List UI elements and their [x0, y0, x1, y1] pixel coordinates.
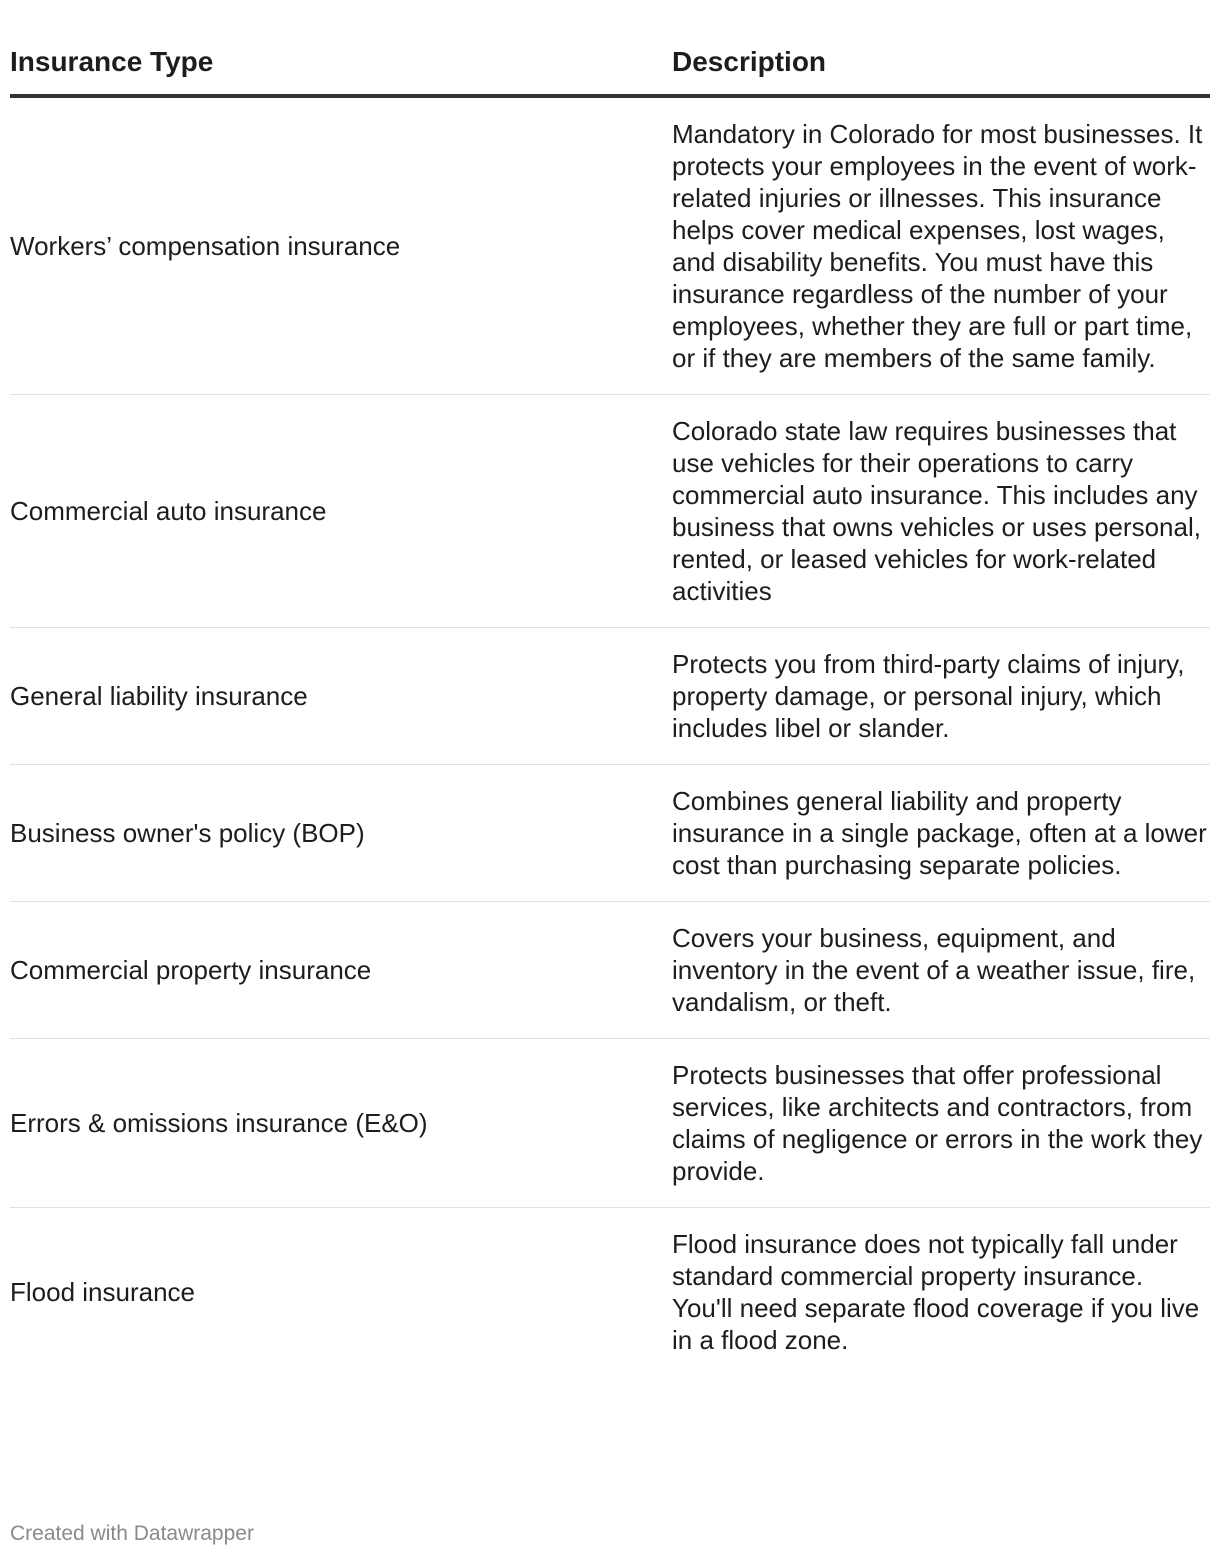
- insurance-type-cell: Flood insurance: [10, 1277, 195, 1307]
- insurance-type-cell: Errors & omissions insurance (E&O): [10, 1039, 672, 1208]
- table-row: [10, 765, 1210, 902]
- insurance-type-cell: General liability insurance: [10, 628, 672, 765]
- description-cell: Mandatory in Colorado for most businesses. It protects your employees in the event of work-related injuries or illnesses. This insurance helps cover medical expenses, lost wages, and disability benefits. You must have this insurance regardless of the number of your employees, whether they are full or part time, or if they are members of the same family.: [672, 96, 1210, 395]
- description-cell: Protects you from third-party claims of injury, property damage, or personal injury, which includes libel or slander.: [672, 628, 1210, 765]
- column-header-insurance-type[interactable]: Insurance Type: [10, 0, 672, 96]
- table-body: [10, 96, 1210, 1376]
- table-row: [10, 902, 1210, 1039]
- description-cell: Combines general liability and property insurance in a single package, often at a lower cost than purchasing separate policies.: [672, 765, 1210, 902]
- table-row: [10, 1208, 1210, 1377]
- insurance-type-cell: Commercial auto insurance: [10, 395, 672, 628]
- insurance-table-container: [10, 0, 1210, 1376]
- column-header-description[interactable]: Description: [672, 0, 1210, 96]
- table-row: [10, 628, 1210, 765]
- table-row: [10, 1039, 1210, 1208]
- insurance-type-cell: Commercial property insurance: [10, 902, 672, 1039]
- table-row: [10, 395, 1210, 628]
- insurance-type-cell: Workers’ compensation insurance: [10, 96, 672, 395]
- table-header: [10, 0, 1210, 96]
- description-cell: Covers your business, equipment, and inventory in the event of a weather issue, fire, vandalism, or theft.: [672, 902, 1210, 1039]
- datawrapper-credit[interactable]: Created with Datawrapper: [10, 1522, 254, 1545]
- description-cell: Colorado state law requires businesses that use vehicles for their operations to carry commercial auto insurance. This includes any business that owns vehicles or uses personal, rented, or leased vehicles for work-related activities: [672, 395, 1210, 628]
- insurance-type-cell: Business owner's policy (BOP): [10, 765, 672, 902]
- insurance-table: [10, 0, 1210, 1376]
- table-header-row: [10, 0, 1210, 96]
- table-row: [10, 96, 1210, 395]
- description-cell: Flood insurance does not typically fall under standard commercial property insurance. You'll need separate flood coverage if you live in a flood zone.: [672, 1229, 1200, 1355]
- description-cell: Protects businesses that offer professional services, like architects and contractors, from claims of negligence or errors in the work they provide.: [672, 1039, 1210, 1208]
